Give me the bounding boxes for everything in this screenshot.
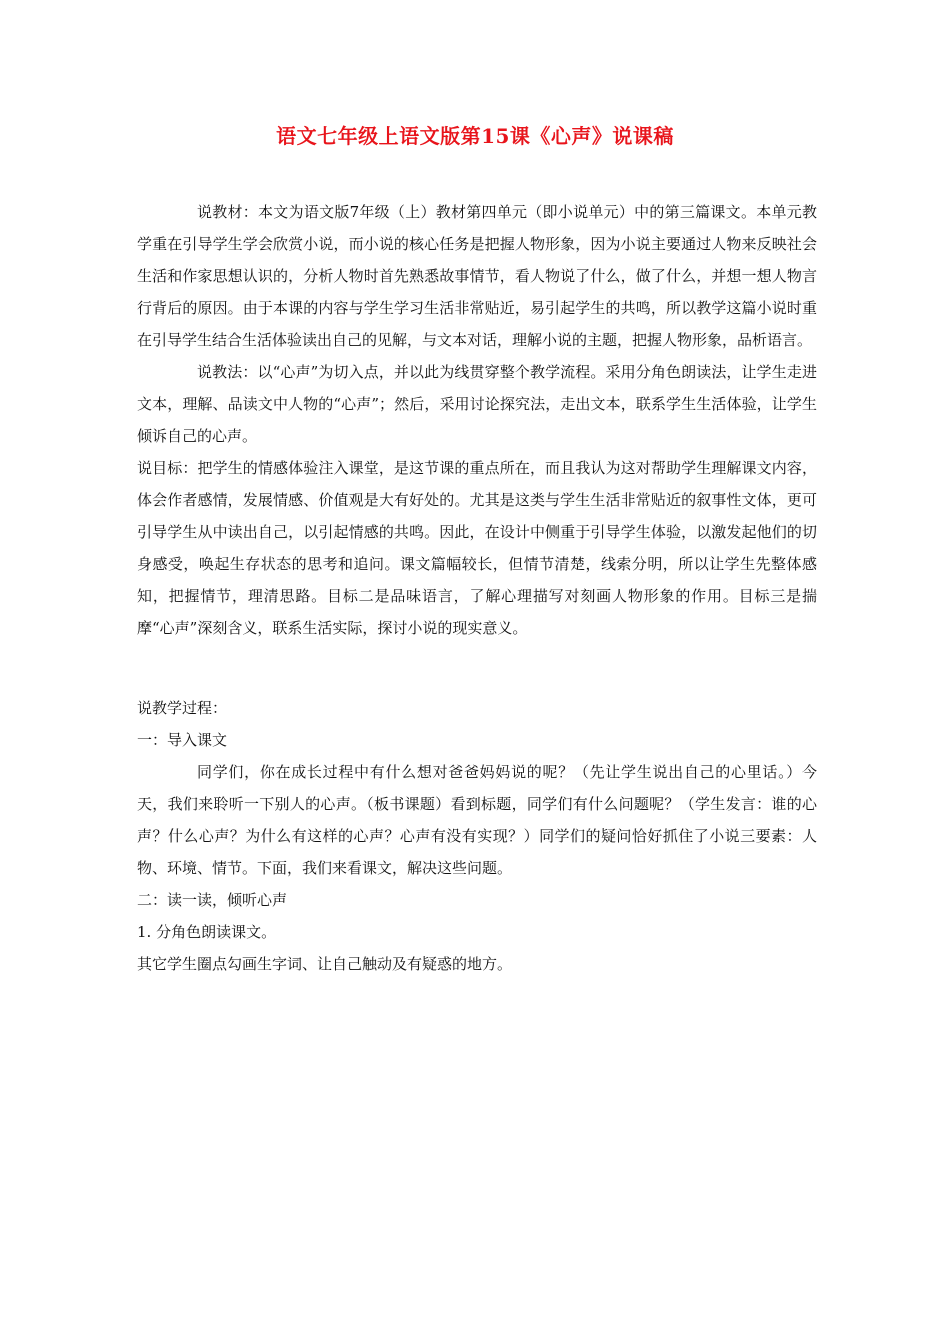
paragraph-teaching-goals: 说目标：把学生的情感体验注入课堂，是这节课的重点所在，而且我认为这对帮助学生理解课文内容，体会作者感情，发展情感、价值观是大有好处的。尤其是这类与学生生活非常贴近的叙事性文体，更可引导学生从中读出自己，以引起情感的共鸣。因此，在设计中侧重于引导学生体验，以激发起他们的切身感受，唤起生存状态的思考和追问。课文篇幅较长，但情节清楚，线索分明，所以让学生先整体感知，把握情节，理清思路。目标二是品味语言，了解心理描写对刻画人物形象的作用。目标三是揣摩“心声”深刻含义，联系生活实际，探讨小说的现实意义。 xyxy=(137,459,817,637)
spacer xyxy=(137,644,817,692)
heading-step-2: 二：读一读，倾听心声 xyxy=(137,891,288,909)
document-body xyxy=(137,196,817,980)
paragraph-teaching-method: 说教法：以“心声”为切入点，并以此为线贯穿整个教学流程。采用分角色朗读法，让学生走进文本，理解、品读文中人物的“心声”；然后，采用讨论探究法，走出文本，联系学生生活体验，让学生倾诉自己的心声。 xyxy=(137,363,817,445)
paragraph-step-2-1-detail: 其它学生圈点勾画生字词、让自己触动及有疑惑的地方。 xyxy=(137,955,513,973)
document-title: 语文七年级上语文版第15课《心声》说课稿 xyxy=(276,124,674,148)
paragraph-teaching-material: 说教材：本文为语文版7年级（上）教材第四单元（即小说单元）中的第三篇课文。本单元教学重在引导学生学会欣赏小说，而小说的核心任务是把握人物形象，因为小说主要通过人物来反映社会生活和作家思想认识的，分析人物时首先熟悉故事情节，看人物说了什么，做了什么，并想一想人物言行背后的原因。由于本课的内容与学生学习生活非常贴近，易引起学生的共鸣，所以教学这篇小说时重在引导学生结合生活体验读出自己的见解，与文本对话，理解小说的主题，把握人物形象，品析语言。 xyxy=(137,203,817,349)
list-item-step-2-1: 1. 分角色朗读课文。 xyxy=(137,923,277,941)
paragraph-step-1: 同学们，你在成长过程中有什么想对爸爸妈妈说的呢？（先让学生说出自己的心里话。）今天，我们来聆听一下别人的心声。（板书课题）看到标题，同学们有什么问题呢？（学生发言：谁的心声？什么心声？为什么有这样的心声？心声有没有实现？）同学们的疑问恰好抓住了小说三要素：人物、环境、情节。下面，我们来看课文，解决这些问题。 xyxy=(137,763,817,877)
heading-teaching-process: 说教学过程： xyxy=(137,699,228,717)
heading-step-1: 一：导入课文 xyxy=(137,731,228,749)
